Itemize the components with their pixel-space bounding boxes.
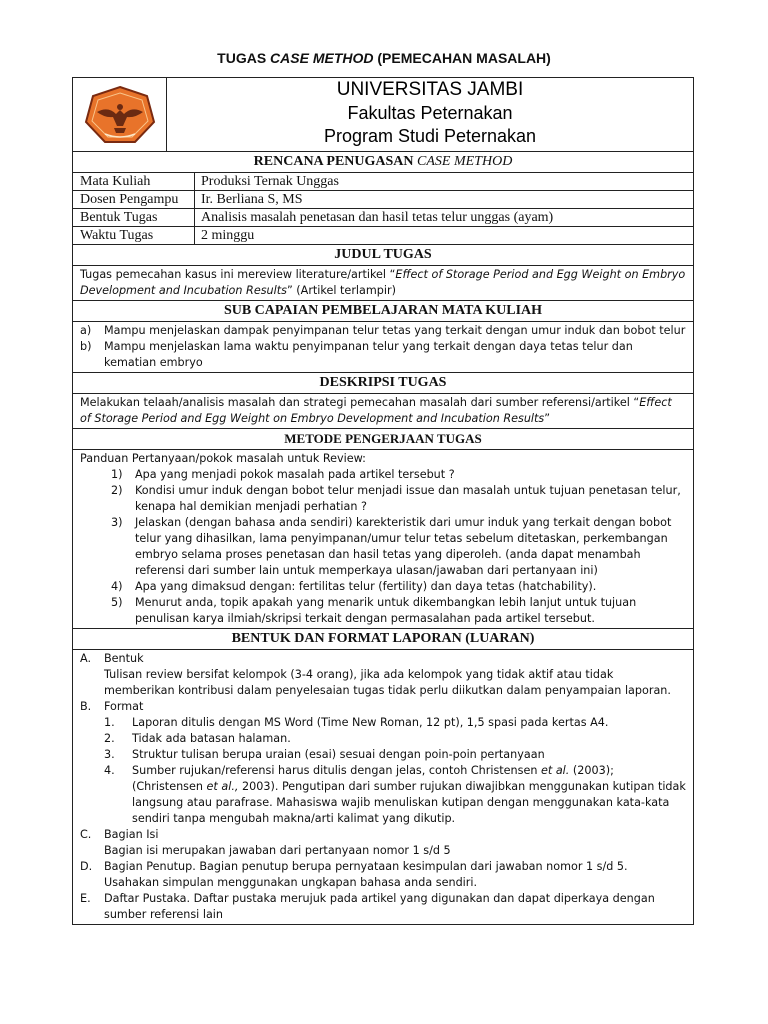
program-name: Program Studi Peternakan bbox=[323, 126, 537, 146]
info-row-mata-kuliah: Mata Kuliah Produksi Ternak Unggas bbox=[73, 173, 693, 191]
list-item: 2. Tidak ada batasan halaman. bbox=[104, 732, 291, 745]
info-row-bentuk: Bentuk Tugas Analisis masalah penetasan dan hasil tetas telur unggas (ayam) bbox=[73, 209, 693, 227]
university-logo-icon bbox=[83, 84, 157, 146]
metode-intro: Panduan Pertanyaan/pokok masalah untuk Review: bbox=[80, 452, 366, 465]
university-name: UNIVERSITAS JAMBI bbox=[336, 79, 524, 100]
rencana-heading: RENCANA PENUGASAN CASE METHOD bbox=[73, 152, 693, 173]
judul-text: Tugas pemecahan kasus ini mereview literature/artikel “Effect of Storage Period and Egg Weight on Embryo Development and Incubation Results” (Artikel terlampir) bbox=[73, 266, 693, 301]
list-item: 1. Laporan ditulis dengan MS Word (Time New Roman, 12 pt), 1,5 spasi pada kertas A4. bbox=[104, 716, 609, 729]
metode-list bbox=[73, 450, 693, 629]
list-item: B. Format bbox=[80, 700, 144, 713]
info-row-dosen: Dosen Pengampu Ir. Berliana S, MS bbox=[73, 191, 693, 209]
list-item: 3) Jelaskan (dengan bahasa anda sendiri) karekteristik dari umur induk yang terkait dengan bobot telur yang dihasilkan, lama penyimpanan/umur telur tetas sebelum ditetaskan, perkembangan embryo selama proses penetasan dan hasil tetas yang diperoleh. (anda dapat menambah referensi dari sumber lain untuk memperkaya ulasan/jawaban dari pertanyaan ini) bbox=[111, 516, 672, 577]
judul-heading: JUDUL TUGAS bbox=[73, 245, 693, 266]
list-item: D. Bagian Penutup. Bagian penutup berupa pernyataan kesimpulan dari jawaban nomor 1 s/d 5. Usahakan simpulan menggunakan ungkapan bahasa anda sendiri. bbox=[80, 860, 628, 889]
list-item: A. Bentuk bbox=[80, 652, 144, 665]
list-item: 1) Apa yang menjadi pokok masalah pada artikel tersebut ? bbox=[111, 468, 455, 481]
metode-heading: METODE PENGERJAAN TUGAS bbox=[73, 429, 693, 450]
header-row bbox=[73, 78, 693, 152]
list-item: 3. Struktur tulisan berupa uraian (esai) sesuai dengan poin-poin pertanyaan bbox=[104, 748, 545, 761]
list-item: 4) Apa yang dimaksud dengan: fertilitas telur (fertility) dan daya tetas (hatchability). bbox=[111, 580, 597, 593]
university-heading bbox=[167, 78, 693, 151]
deskripsi-text: Melakukan telaah/analisis masalah dan strategi pemecahan masalah dari sumber referensi/artikel “Effect of Storage Period and Egg Weight on Embryo Development and Incubation Results” bbox=[73, 394, 693, 429]
faculty-name: Fakultas Peternakan bbox=[347, 103, 513, 123]
logo-cell bbox=[73, 78, 167, 151]
deskripsi-heading: DESKRIPSI TUGAS bbox=[73, 373, 693, 394]
bentuk-c-text: Bagian isi merupakan jawaban dari pertanyaan nomor 1 s/d 5 bbox=[104, 844, 451, 857]
page-title-text: TUGAS bbox=[217, 50, 267, 66]
bentuk-heading: BENTUK DAN FORMAT LAPORAN (LUARAN) bbox=[73, 629, 693, 650]
page-title-italic: CASE METHOD bbox=[270, 50, 374, 66]
assignment-table bbox=[72, 77, 694, 925]
list-item: 4. Sumber rujukan/referensi harus ditulis dengan jelas, contoh Christensen et al. (2003); (Christensen et al., 2003). Pengutipan dari sumber rujukan diwajibkan menggunakan kutipan tidak langsung atau parafrase. Mahasiswa wajib menuliskan kutipan dengan menggunakan kata-kata sendiri tanpa mengubah makna/arti kalimat yang dikutip. bbox=[104, 764, 686, 825]
list-item: 5) Menurut anda, topik apakah yang menarik untuk dikembangkan lebih lanjut untuk tujuan penulisan karya ilmiah/skripsi terkait dengan permasalahan pada artikel tersebut. bbox=[111, 596, 637, 625]
list-item: a) Mampu menjelaskan dampak penyimpanan telur tetas yang terkait dengan umur induk dan bobot telur bbox=[80, 324, 686, 337]
list-item: b) Mampu menjelaskan lama waktu penyimpanan telur yang terkait dengan daya tetas telur dan kematian embryo bbox=[80, 340, 633, 369]
sub-capaian-heading: SUB CAPAIAN PEMBELAJARAN MATA KULIAH bbox=[73, 301, 693, 322]
list-item: C. Bagian Isi bbox=[80, 828, 159, 841]
page-title-suffix: (PEMECAHAN MASALAH) bbox=[377, 50, 551, 66]
bentuk-a-text: Tulisan review bersifat kelompok (3-4 orang), jika ada kelompok yang tidak aktif atau tidak memberikan kontribusi dalam penyelesaian tugas tidak perlu diikutkan dalam penyampaian laporan. bbox=[104, 668, 671, 697]
bentuk-list bbox=[73, 650, 693, 924]
page-title bbox=[0, 50, 768, 66]
info-row-waktu: Waktu Tugas 2 minggu bbox=[73, 227, 693, 245]
sub-capaian-list bbox=[73, 322, 693, 373]
list-item: 2) Kondisi umur induk dengan bobot telur menjadi issue dan masalah untuk tujuan penetasan telur, kenapa hal demikian menjadi perhatian ? bbox=[111, 484, 681, 513]
list-item: E. Daftar Pustaka. Daftar pustaka merujuk pada artikel yang digunakan dan dapat diperkaya dengan sumber referensi lain bbox=[80, 892, 655, 921]
